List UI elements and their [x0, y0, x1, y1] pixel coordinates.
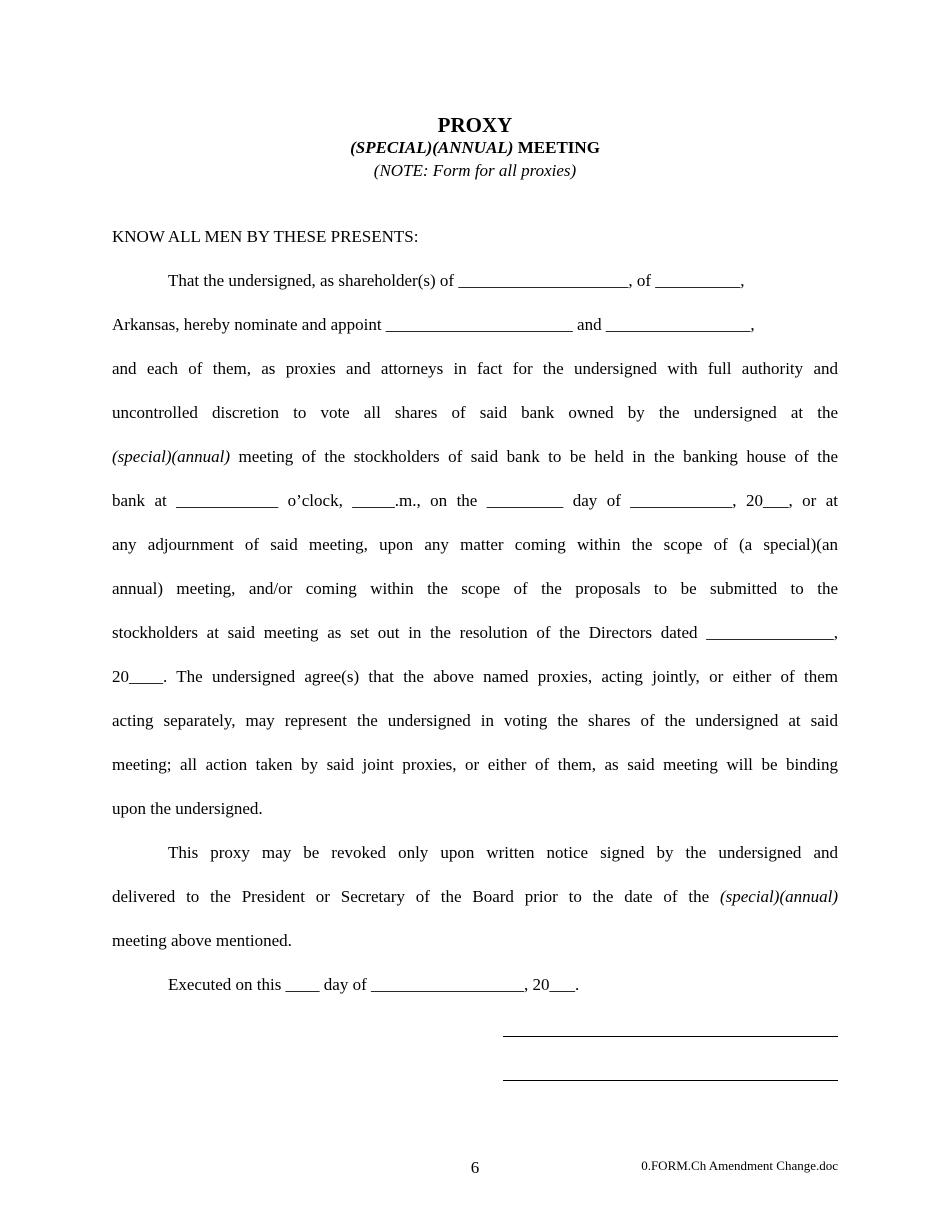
paragraph-1-line-1: That the undersigned, as shareholder(s) of ____________________, of __________, [168, 271, 745, 290]
subtitle-meeting-word: MEETING [513, 138, 600, 157]
paragraph-1-line-5-text: meeting of the stockholders of said bank to be held in the banking house of the [238, 447, 838, 466]
paragraph-1-line-7: any adjournment of said meeting, upon any matter coming within the scope of (a special)(an [112, 535, 838, 554]
subtitle-meeting-type: (SPECIAL)(ANNUAL) [350, 138, 514, 157]
meeting-type-phrase-2: (special)(annual) [719, 887, 838, 906]
paragraph-1-line-11: acting separately, may represent the undersigned in voting the shares of the undersigned at said [112, 711, 838, 730]
paragraph-2-line-2-text: delivered to the President or Secretary of the Board prior to the date of the [112, 887, 710, 906]
paragraph-1-line-9: stockholders at said meeting as set out in the resolution of the Directors dated _______________, [112, 623, 838, 642]
paragraph-2-line-3: meeting above mentioned. [112, 931, 292, 950]
document-subtitle [0, 137, 950, 159]
execution-date-line: Executed on this ____ day of __________________, 20___. [168, 975, 580, 994]
paragraph-1-line-2: Arkansas, hereby nominate and appoint ______________________ and _________________, [112, 315, 755, 334]
paragraph-1-line-8: annual) meeting, and/or coming within the scope of the proposals to be submitted to the [112, 579, 838, 598]
signature-line-2 [503, 1080, 838, 1081]
paragraph-1-line-5 [112, 447, 838, 467]
paragraph-1-line-10: 20____. The undersigned agree(s) that the above named proxies, acting jointly, or either of them [112, 667, 838, 686]
paragraph-2-line-1: This proxy may be revoked only upon written notice signed by the undersigned and [168, 843, 838, 862]
meeting-type-phrase: (special)(annual) [112, 447, 231, 466]
document-note: (NOTE: Form for all proxies) [373, 161, 577, 180]
paragraph-1-line-3: and each of them, as proxies and attorneys in fact for the undersigned with full authority and [112, 359, 838, 378]
paragraph-1-line-6: bank at ____________ o’clock, _____.m., on the _________ day of ____________, 20___, or at [112, 491, 838, 510]
page-number: 6 [470, 1158, 480, 1177]
signature-line-1 [503, 1036, 838, 1037]
paragraph-1-line-12: meeting; all action taken by said joint proxies, or either of them, as said meeting will be binding [112, 755, 838, 774]
footer-file-name: 0.FORM.Ch Amendment Change.doc [641, 1158, 838, 1173]
salutation: KNOW ALL MEN BY THESE PRESENTS: [112, 227, 419, 246]
paragraph-2-line-2 [112, 887, 838, 907]
paragraph-1-line-4: uncontrolled discretion to vote all shares of said bank owned by the undersigned at the [112, 403, 838, 422]
document-title: PROXY [437, 113, 513, 137]
paragraph-1-line-13: upon the undersigned. [112, 799, 263, 818]
